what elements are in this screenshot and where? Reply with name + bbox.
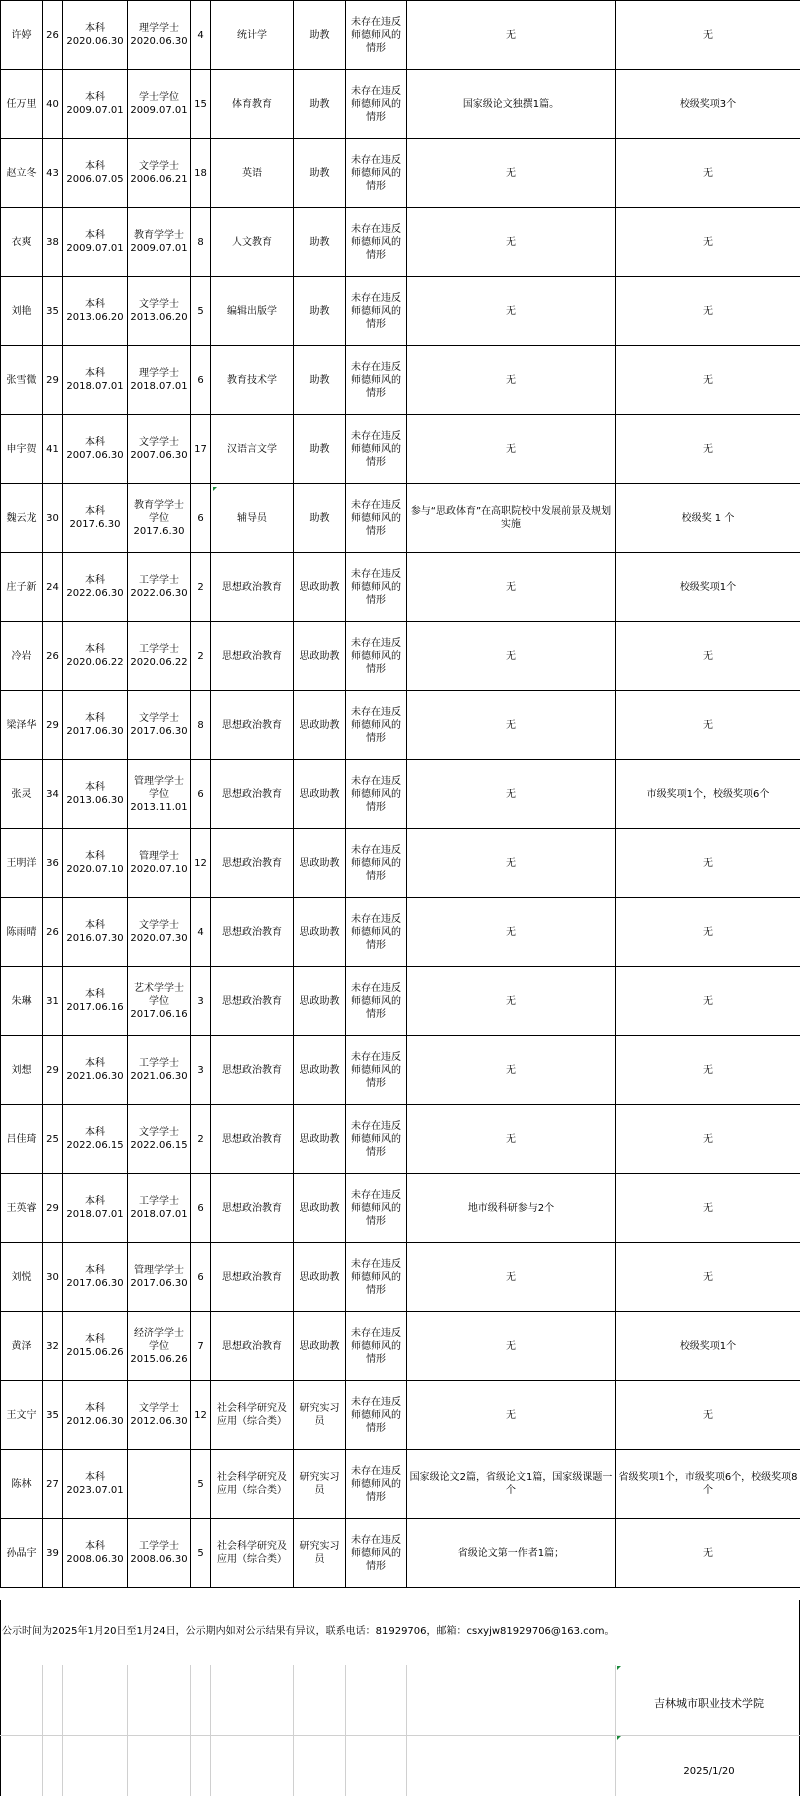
title-cell[interactable]: 思政助教 — [294, 967, 346, 1036]
name-cell[interactable]: 庄子新 — [1, 553, 43, 622]
age-cell[interactable]: 41 — [43, 415, 63, 484]
name-cell[interactable]: 王英睿 — [1, 1174, 43, 1243]
age-cell[interactable]: 35 — [43, 1381, 63, 1450]
degree-cell[interactable]: 工学学士 2018.07.01 — [128, 1174, 191, 1243]
degree-cell[interactable]: 文学学士 2022.06.15 — [128, 1105, 191, 1174]
education-cell[interactable]: 本科 2018.07.01 — [63, 346, 128, 415]
major-cell[interactable]: 思想政治教育 — [211, 1036, 294, 1105]
table-row — [1, 898, 800, 967]
morality-cell[interactable]: 未存在违反师德师风的情形 — [346, 1, 407, 70]
education-cell[interactable]: 本科 2020.07.10 — [63, 829, 128, 898]
major-cell[interactable]: 思想政治教育 — [211, 1243, 294, 1312]
years-cell[interactable]: 6 — [191, 346, 211, 415]
major-cell[interactable]: 社会科学研究及应用（综合类） — [211, 1450, 294, 1519]
major-cell[interactable]: 思想政治教育 — [211, 829, 294, 898]
table-row — [1, 277, 800, 346]
age-cell[interactable]: 27 — [43, 1450, 63, 1519]
years-cell[interactable]: 6 — [191, 1243, 211, 1312]
degree-cell[interactable]: 文学学士 2006.06.21 — [128, 139, 191, 208]
papers-cell[interactable]: 参与“思政体育”在高职院校中发展前景及规划实施 — [407, 484, 616, 553]
name-cell[interactable]: 刘悦 — [1, 1243, 43, 1312]
awards-cell[interactable]: 无 — [616, 622, 800, 691]
morality-cell[interactable]: 未存在违反师德师风的情形 — [346, 484, 407, 553]
title-cell[interactable]: 研究实习员 — [294, 1450, 346, 1519]
degree-cell[interactable]: 理学学士 2020.06.30 — [128, 1, 191, 70]
morality-cell[interactable]: 未存在违反师德师风的情形 — [346, 1105, 407, 1174]
education-cell[interactable]: 本科 2018.07.01 — [63, 1174, 128, 1243]
awards-cell[interactable]: 无 — [616, 1519, 800, 1588]
title-cell[interactable]: 思政助教 — [294, 1036, 346, 1105]
morality-cell[interactable]: 未存在违反师德师风的情形 — [346, 967, 407, 1036]
papers-cell[interactable]: 无 — [407, 277, 616, 346]
name-cell[interactable]: 王文宁 — [1, 1381, 43, 1450]
title-cell[interactable]: 研究实习员 — [294, 1381, 346, 1450]
cell-comment-marker — [617, 1666, 621, 1670]
title-cell[interactable]: 助教 — [294, 277, 346, 346]
publish-date: 2025/1/20 — [683, 1766, 735, 1777]
name-cell[interactable]: 孙晶宇 — [1, 1519, 43, 1588]
age-cell[interactable]: 26 — [43, 898, 63, 967]
papers-cell[interactable]: 无 — [407, 760, 616, 829]
degree-cell[interactable]: 文学学士 2007.06.30 — [128, 415, 191, 484]
title-cell[interactable]: 思政助教 — [294, 1243, 346, 1312]
title-cell[interactable]: 助教 — [294, 139, 346, 208]
name-cell[interactable]: 衣爽 — [1, 208, 43, 277]
name-cell[interactable]: 黄泽 — [1, 1312, 43, 1381]
education-cell[interactable]: 本科 2022.06.15 — [63, 1105, 128, 1174]
education-cell[interactable]: 本科 2017.06.30 — [63, 691, 128, 760]
table-row — [1, 1, 800, 70]
table-row — [1, 346, 800, 415]
education-cell[interactable]: 本科 2020.06.22 — [63, 622, 128, 691]
age-cell[interactable]: 30 — [43, 1243, 63, 1312]
years-cell[interactable]: 8 — [191, 208, 211, 277]
awards-cell[interactable]: 无 — [616, 277, 800, 346]
major-cell[interactable]: 统计学 — [211, 1, 294, 70]
morality-cell[interactable]: 未存在违反师德师风的情形 — [346, 1243, 407, 1312]
name-cell[interactable]: 赵立冬 — [1, 139, 43, 208]
table-row — [1, 1312, 800, 1381]
name-cell[interactable]: 刘艳 — [1, 277, 43, 346]
morality-cell[interactable]: 未存在违反师德师风的情形 — [346, 1312, 407, 1381]
name-cell[interactable]: 朱琳 — [1, 967, 43, 1036]
grid-line — [0, 1735, 800, 1736]
papers-cell[interactable]: 无 — [407, 1243, 616, 1312]
awards-cell[interactable]: 校级奖 1 个 — [616, 484, 800, 553]
degree-cell[interactable]: 文学学士 2012.06.30 — [128, 1381, 191, 1450]
title-cell[interactable]: 思政助教 — [294, 1174, 346, 1243]
education-cell[interactable]: 本科 2023.07.01 — [63, 1450, 128, 1519]
name-cell[interactable]: 吕佳琦 — [1, 1105, 43, 1174]
degree-cell[interactable]: 理学学士 2018.07.01 — [128, 346, 191, 415]
education-cell[interactable]: 本科 2008.06.30 — [63, 1519, 128, 1588]
awards-cell[interactable]: 无 — [616, 898, 800, 967]
name-cell[interactable]: 张雪微 — [1, 346, 43, 415]
title-cell[interactable]: 助教 — [294, 70, 346, 139]
years-cell[interactable]: 2 — [191, 553, 211, 622]
years-cell[interactable]: 3 — [191, 967, 211, 1036]
degree-cell[interactable]: 管理学学士 学位 2013.11.01 — [128, 760, 191, 829]
major-cell[interactable]: 思想政治教育 — [211, 898, 294, 967]
table-row — [1, 484, 800, 553]
major-cell[interactable]: 思想政治教育 — [211, 1312, 294, 1381]
title-cell[interactable]: 思政助教 — [294, 1105, 346, 1174]
major-cell[interactable]: 汉语言文学 — [211, 415, 294, 484]
papers-cell[interactable]: 无 — [407, 967, 616, 1036]
table-row — [1, 1174, 800, 1243]
name-cell[interactable]: 魏云龙 — [1, 484, 43, 553]
major-cell[interactable]: 辅导员 — [211, 484, 294, 553]
papers-cell[interactable]: 地市级科研参与2个 — [407, 1174, 616, 1243]
education-cell[interactable]: 本科 2017.6.30 — [63, 484, 128, 553]
degree-cell[interactable]: 工学学士 2008.06.30 — [128, 1519, 191, 1588]
name-cell[interactable]: 王明洋 — [1, 829, 43, 898]
morality-cell[interactable]: 未存在违反师德师风的情形 — [346, 760, 407, 829]
morality-cell[interactable]: 未存在违反师德师风的情形 — [346, 1450, 407, 1519]
awards-cell[interactable]: 无 — [616, 829, 800, 898]
awards-cell[interactable]: 无 — [616, 208, 800, 277]
major-cell[interactable]: 社会科学研究及应用（综合类） — [211, 1519, 294, 1588]
morality-cell[interactable]: 未存在违反师德师风的情形 — [346, 829, 407, 898]
years-cell[interactable]: 18 — [191, 139, 211, 208]
education-cell[interactable]: 本科 2013.06.30 — [63, 760, 128, 829]
grid-line — [210, 1665, 211, 1796]
papers-cell[interactable]: 省级论文第一作者1篇； — [407, 1519, 616, 1588]
table-row — [1, 139, 800, 208]
age-cell[interactable]: 29 — [43, 1036, 63, 1105]
age-cell[interactable]: 35 — [43, 277, 63, 346]
age-cell[interactable]: 32 — [43, 1312, 63, 1381]
name-cell[interactable]: 刘想 — [1, 1036, 43, 1105]
years-cell[interactable]: 6 — [191, 484, 211, 553]
grid-line — [293, 1665, 294, 1796]
title-cell[interactable]: 研究实习员 — [294, 1519, 346, 1588]
years-cell[interactable]: 5 — [191, 1519, 211, 1588]
age-cell[interactable]: 38 — [43, 208, 63, 277]
years-cell[interactable]: 17 — [191, 415, 211, 484]
name-cell[interactable]: 陈林 — [1, 1450, 43, 1519]
degree-cell[interactable]: 管理学士 2020.07.10 — [128, 829, 191, 898]
degree-cell[interactable]: 工学学士 2021.06.30 — [128, 1036, 191, 1105]
awards-cell[interactable]: 无 — [616, 346, 800, 415]
table-row — [1, 1450, 800, 1519]
papers-cell[interactable]: 无 — [407, 622, 616, 691]
age-cell[interactable]: 25 — [43, 1105, 63, 1174]
awards-cell[interactable]: 无 — [616, 1174, 800, 1243]
morality-cell[interactable]: 未存在违反师德师风的情形 — [346, 70, 407, 139]
title-cell[interactable]: 助教 — [294, 346, 346, 415]
degree-cell[interactable]: 教育学学士 学位 2017.6.30 — [128, 484, 191, 553]
education-cell[interactable]: 本科 2006.07.05 — [63, 139, 128, 208]
publicity-notice: 公示时间为2025年1月20日至1月24日，公示期内如对公示结果有异议，联系电话：81929706，邮箱：csxyjw81929706@163.com。 — [2, 1626, 615, 1637]
morality-cell[interactable]: 未存在违反师德师风的情形 — [346, 898, 407, 967]
name-cell[interactable]: 陈雨晴 — [1, 898, 43, 967]
table-row — [1, 1519, 800, 1588]
awards-cell[interactable]: 无 — [616, 1036, 800, 1105]
papers-cell[interactable]: 无 — [407, 898, 616, 967]
table-body — [1, 1, 800, 1588]
age-cell[interactable]: 29 — [43, 691, 63, 760]
cell-comment-marker — [213, 487, 217, 491]
education-cell[interactable]: 本科 2016.07.30 — [63, 898, 128, 967]
degree-cell[interactable]: 艺术学学士 学位 2017.06.16 — [128, 967, 191, 1036]
major-cell[interactable]: 体育教育 — [211, 70, 294, 139]
age-cell[interactable]: 40 — [43, 70, 63, 139]
name-cell[interactable]: 申宇贺 — [1, 415, 43, 484]
table-row — [1, 1381, 800, 1450]
grid-line — [190, 1665, 191, 1796]
education-cell[interactable]: 本科 2022.06.30 — [63, 553, 128, 622]
years-cell[interactable]: 6 — [191, 1174, 211, 1243]
table-row — [1, 829, 800, 898]
degree-cell[interactable]: 教育学学士 2009.07.01 — [128, 208, 191, 277]
years-cell[interactable]: 6 — [191, 760, 211, 829]
degree-cell[interactable]: 学士学位 2009.07.01 — [128, 70, 191, 139]
major-cell[interactable]: 英语 — [211, 139, 294, 208]
age-cell[interactable]: 29 — [43, 1174, 63, 1243]
years-cell[interactable]: 8 — [191, 691, 211, 760]
awards-cell[interactable]: 无 — [616, 967, 800, 1036]
major-cell[interactable]: 思想政治教育 — [211, 553, 294, 622]
papers-cell[interactable]: 无 — [407, 208, 616, 277]
table-row — [1, 760, 800, 829]
papers-cell[interactable]: 无 — [407, 346, 616, 415]
age-cell[interactable]: 34 — [43, 760, 63, 829]
morality-cell[interactable]: 未存在违反师德师风的情形 — [346, 553, 407, 622]
major-cell[interactable]: 人文教育 — [211, 208, 294, 277]
awards-cell[interactable]: 市级奖项1个，校级奖项6个 — [616, 760, 800, 829]
papers-cell[interactable]: 国家级论文2篇，省级论文1篇，国家级课题一个 — [407, 1450, 616, 1519]
major-cell[interactable]: 教育技术学 — [211, 346, 294, 415]
title-cell[interactable]: 思政助教 — [294, 622, 346, 691]
morality-cell[interactable]: 未存在违反师德师风的情形 — [346, 1174, 407, 1243]
years-cell[interactable]: 3 — [191, 1036, 211, 1105]
papers-cell[interactable]: 无 — [407, 1381, 616, 1450]
table-row — [1, 967, 800, 1036]
degree-cell[interactable] — [128, 1450, 191, 1519]
major-cell[interactable]: 思想政治教育 — [211, 622, 294, 691]
education-cell[interactable]: 本科 2007.06.30 — [63, 415, 128, 484]
degree-cell[interactable]: 文学学士 2017.06.30 — [128, 691, 191, 760]
awards-cell[interactable]: 校级奖项3个 — [616, 70, 800, 139]
major-cell[interactable]: 编辑出版学 — [211, 277, 294, 346]
education-cell[interactable]: 本科 2021.06.30 — [63, 1036, 128, 1105]
years-cell[interactable]: 4 — [191, 898, 211, 967]
morality-cell[interactable]: 未存在违反师德师风的情形 — [346, 346, 407, 415]
major-cell[interactable]: 社会科学研究及应用（综合类） — [211, 1381, 294, 1450]
education-cell[interactable]: 本科 2015.06.26 — [63, 1312, 128, 1381]
age-cell[interactable]: 29 — [43, 346, 63, 415]
morality-cell[interactable]: 未存在违反师德师风的情形 — [346, 139, 407, 208]
major-cell[interactable]: 思想政治教育 — [211, 1105, 294, 1174]
papers-cell[interactable]: 无 — [407, 691, 616, 760]
table-row — [1, 622, 800, 691]
title-cell[interactable]: 助教 — [294, 484, 346, 553]
age-cell[interactable]: 26 — [43, 1, 63, 70]
name-cell[interactable]: 任万里 — [1, 70, 43, 139]
title-cell[interactable]: 思政助教 — [294, 691, 346, 760]
papers-cell[interactable]: 无 — [407, 553, 616, 622]
title-cell[interactable]: 助教 — [294, 208, 346, 277]
table-row — [1, 691, 800, 760]
name-cell[interactable]: 张灵 — [1, 760, 43, 829]
name-cell[interactable]: 冷岩 — [1, 622, 43, 691]
years-cell[interactable]: 2 — [191, 622, 211, 691]
papers-cell[interactable]: 无 — [407, 415, 616, 484]
papers-cell[interactable]: 无 — [407, 1, 616, 70]
grid-line — [615, 1665, 616, 1796]
awards-cell[interactable]: 无 — [616, 1381, 800, 1450]
awards-cell[interactable]: 省级奖项1个，市级奖项6个，校级奖项8个 — [616, 1450, 800, 1519]
table-row — [1, 208, 800, 277]
table-row — [1, 70, 800, 139]
table-row — [1, 553, 800, 622]
cell-comment-marker — [617, 1736, 621, 1740]
table-row — [1, 1036, 800, 1105]
morality-cell[interactable]: 未存在违反师德师风的情形 — [346, 691, 407, 760]
education-cell[interactable]: 本科 2012.06.30 — [63, 1381, 128, 1450]
years-cell[interactable]: 2 — [191, 1105, 211, 1174]
education-cell[interactable]: 本科 2009.07.01 — [63, 208, 128, 277]
title-cell[interactable]: 思政助教 — [294, 898, 346, 967]
awards-cell[interactable]: 无 — [616, 1, 800, 70]
degree-cell[interactable]: 经济学学士 学位 2015.06.26 — [128, 1312, 191, 1381]
title-cell[interactable]: 思政助教 — [294, 1312, 346, 1381]
name-cell[interactable]: 梁泽华 — [1, 691, 43, 760]
morality-cell[interactable]: 未存在违反师德师风的情形 — [346, 1381, 407, 1450]
morality-cell[interactable]: 未存在违反师德师风的情形 — [346, 277, 407, 346]
age-cell[interactable]: 43 — [43, 139, 63, 208]
grid-line — [406, 1665, 407, 1796]
title-cell[interactable]: 思政助教 — [294, 553, 346, 622]
title-cell[interactable]: 助教 — [294, 1, 346, 70]
years-cell[interactable]: 7 — [191, 1312, 211, 1381]
years-cell[interactable]: 12 — [191, 829, 211, 898]
morality-cell[interactable]: 未存在违反师德师风的情形 — [346, 1519, 407, 1588]
major-cell[interactable]: 思想政治教育 — [211, 760, 294, 829]
education-cell[interactable]: 本科 2013.06.20 — [63, 277, 128, 346]
papers-cell[interactable]: 无 — [407, 1105, 616, 1174]
age-cell[interactable]: 36 — [43, 829, 63, 898]
title-cell[interactable]: 助教 — [294, 415, 346, 484]
papers-cell[interactable]: 无 — [407, 139, 616, 208]
grid-line — [62, 1665, 63, 1796]
papers-cell[interactable]: 无 — [407, 1036, 616, 1105]
degree-cell[interactable]: 工学学士 2022.06.30 — [128, 553, 191, 622]
education-cell[interactable]: 本科 2009.07.01 — [63, 70, 128, 139]
awards-cell[interactable]: 无 — [616, 415, 800, 484]
title-cell[interactable]: 思政助教 — [294, 829, 346, 898]
years-cell[interactable]: 12 — [191, 1381, 211, 1450]
name-cell[interactable]: 许婷 — [1, 1, 43, 70]
papers-cell[interactable]: 国家级论文独撰1篇。 — [407, 70, 616, 139]
degree-cell[interactable]: 文学学士 2020.07.30 — [128, 898, 191, 967]
table-row — [1, 415, 800, 484]
table-row — [1, 1105, 800, 1174]
age-cell[interactable]: 26 — [43, 622, 63, 691]
awards-cell[interactable]: 校级奖项1个 — [616, 553, 800, 622]
degree-cell[interactable]: 工学学士 2020.06.22 — [128, 622, 191, 691]
awards-cell[interactable]: 无 — [616, 1105, 800, 1174]
degree-cell[interactable]: 文学学士 2013.06.20 — [128, 277, 191, 346]
awards-cell[interactable]: 校级奖项1个 — [616, 1312, 800, 1381]
table-row — [1, 1243, 800, 1312]
grid-line — [42, 1665, 43, 1796]
age-cell[interactable]: 24 — [43, 553, 63, 622]
awards-cell[interactable]: 无 — [616, 691, 800, 760]
awards-cell[interactable]: 无 — [616, 1243, 800, 1312]
years-cell[interactable]: 5 — [191, 277, 211, 346]
age-cell[interactable]: 31 — [43, 967, 63, 1036]
morality-cell[interactable]: 未存在违反师德师风的情形 — [346, 208, 407, 277]
morality-cell[interactable]: 未存在违反师德师风的情形 — [346, 622, 407, 691]
major-cell[interactable]: 思想政治教育 — [211, 1174, 294, 1243]
school-name: 吉林城市职业技术学院 — [654, 1697, 764, 1710]
major-cell[interactable]: 思想政治教育 — [211, 691, 294, 760]
grid-line — [127, 1665, 128, 1796]
grid-line — [345, 1665, 346, 1796]
title-cell[interactable]: 思政助教 — [294, 760, 346, 829]
major-cell[interactable]: 思想政治教育 — [211, 967, 294, 1036]
papers-cell[interactable]: 无 — [407, 829, 616, 898]
years-cell[interactable]: 5 — [191, 1450, 211, 1519]
awards-cell[interactable]: 无 — [616, 139, 800, 208]
age-cell[interactable]: 30 — [43, 484, 63, 553]
years-cell[interactable]: 4 — [191, 1, 211, 70]
morality-cell[interactable]: 未存在违反师德师风的情形 — [346, 1036, 407, 1105]
papers-cell[interactable]: 无 — [407, 1312, 616, 1381]
degree-cell[interactable]: 管理学学士 2017.06.30 — [128, 1243, 191, 1312]
age-cell[interactable]: 39 — [43, 1519, 63, 1588]
morality-cell[interactable]: 未存在违反师德师风的情形 — [346, 415, 407, 484]
education-cell[interactable]: 本科 2017.06.30 — [63, 1243, 128, 1312]
years-cell[interactable]: 15 — [191, 70, 211, 139]
education-cell[interactable]: 本科 2020.06.30 — [63, 1, 128, 70]
education-cell[interactable]: 本科 2017.06.16 — [63, 967, 128, 1036]
